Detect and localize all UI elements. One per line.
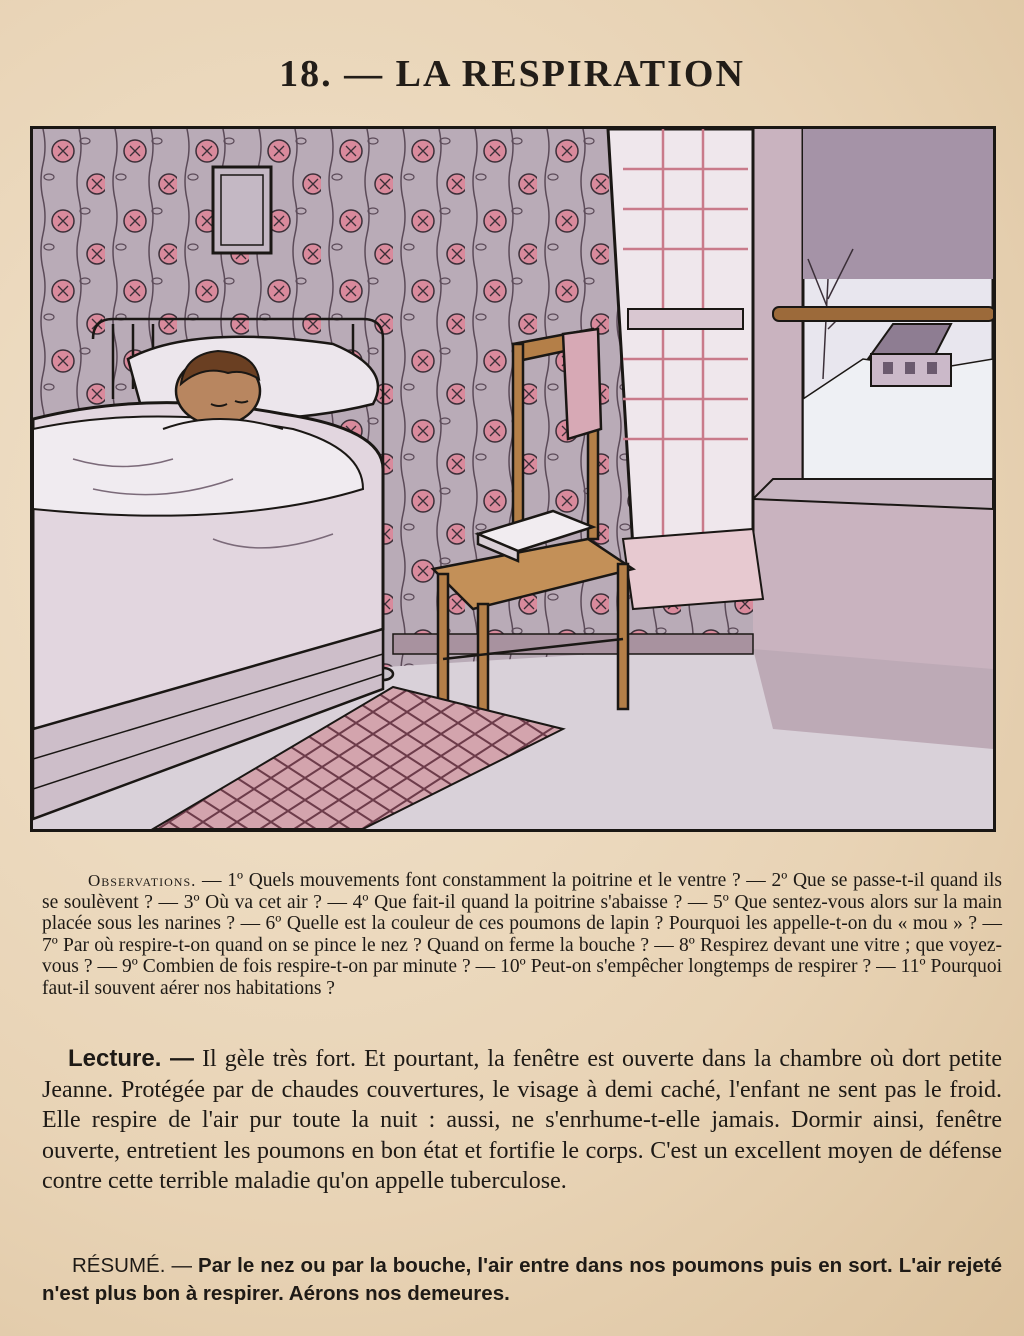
bedroom-scene: [33, 129, 993, 829]
resume-text: Par le nez ou par la bouche, l'air entre dans nos poumons puis en sort. L'air rejeté n'est plus bon à respirer. Aérons nos demeures.: [42, 1254, 1002, 1305]
window-casement: [608, 129, 763, 609]
observations-text: — 1º Quels mouvements font constamment la poitrine et le ventre ? — 2º Que se passe-t-il quand ils se soulèvent ? — 3º Où va cet air ? — 4º Que fait-il quand la poitrine s'abaisse ? — 5º Que sentez-vous alors sur la main placée sous les narines ? — 6º Quelle est la couleur de ces poumons de lapin ? Pourquoi les appelle-t-on du « mou » ? — 7º Par où respire-t-on quand on se pince le nez ? Quand on ferme la bouche ? — 8º Respirez devant une vitre ; que voyez-vous ? — 9º Combien de fois respire-t-on par minute ? — 10º Peut-on s'empêcher longtemps de respirer ? — 11º Pourquoi faut-il souvent aérer nos habitations ?: [42, 870, 1002, 999]
observations-paragraph: [42, 870, 1002, 999]
bedroom-illustration: [30, 126, 996, 832]
resume-paragraph: [42, 1252, 1002, 1308]
observations-label: Observations.: [88, 871, 197, 890]
page-title: 18. — LA RESPIRATION: [279, 53, 745, 95]
lecture-text: Il gèle très fort. Et pourtant, la fenêtre est ouverte dans la chambre où dort petite Jeanne. Protégée par de chaudes couvertures, le visage à demi caché, l'enfant ne sent pas le froid. Elle respire de l'air pur toute la nuit : aussi, ne s'enrhume-t-elle jamais. Dormir ainsi, fenêtre ouverte, entretient les poumons en bon état et fortifie le corps. C'est un excellent moyen de défense contre cette terrible maladie qu'on appelle tuberculose.: [42, 1046, 1002, 1194]
resume-label: RÉSUMÉ. —: [72, 1254, 192, 1277]
lecture-paragraph: [42, 1044, 1002, 1197]
curtain-rod: [773, 307, 993, 321]
lecture-label: Lecture. —: [68, 1045, 195, 1072]
